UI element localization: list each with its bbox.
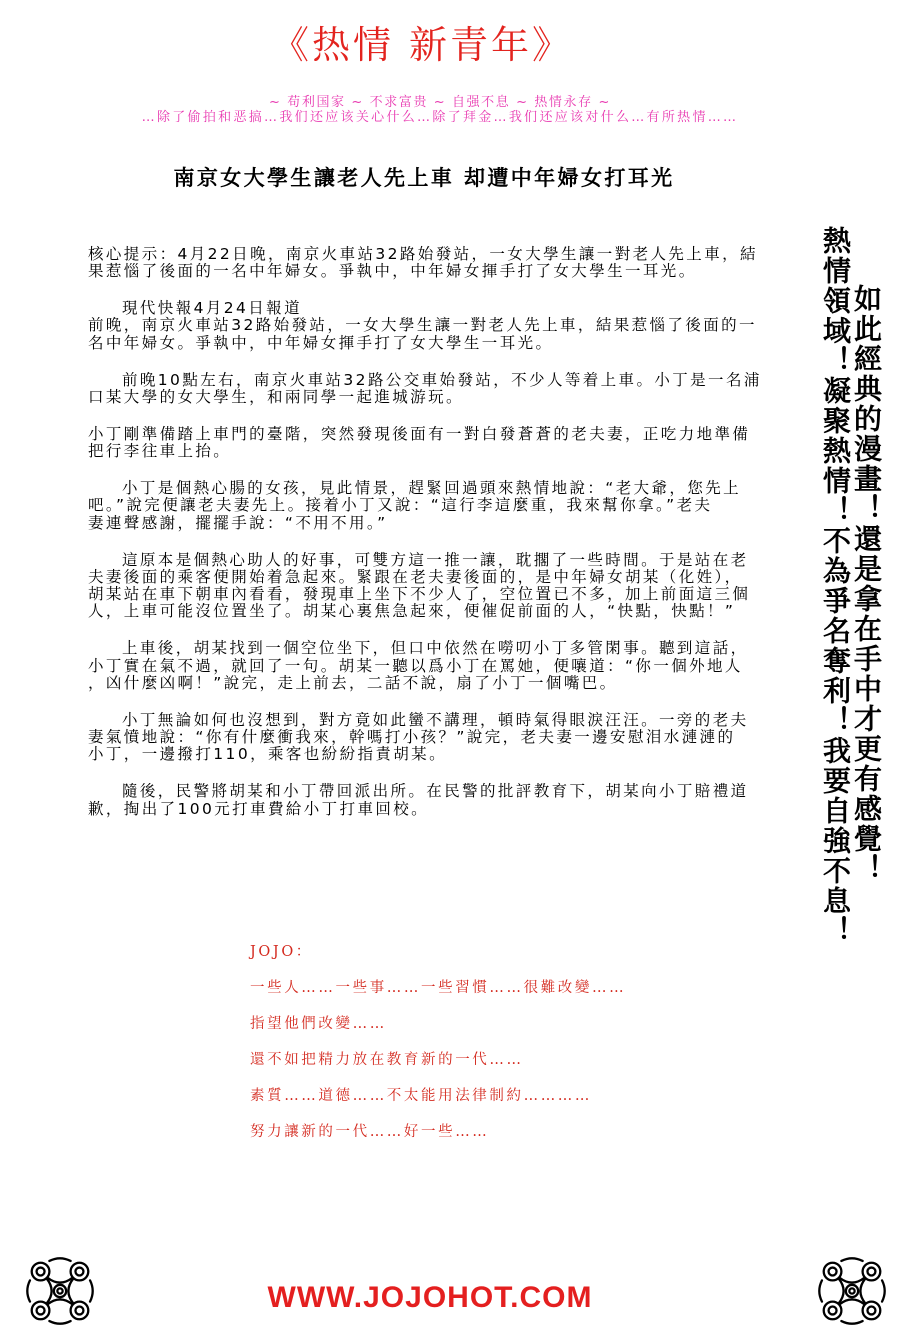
- tagline-line: …除了偷拍和恶搞…我们还应该关心什么…除了拜金…我们还应该对什么…有所热情……: [141, 110, 739, 125]
- article-line: 現代快報4月24日報道: [122, 299, 302, 318]
- article-line: 小丁實在氣不過，就回了一句。胡某一聽以爲小丁在罵她，便嚷道：“你一個外地人: [88, 656, 743, 675]
- article-paragraph: [88, 246, 778, 281]
- comment-line: 素質……道德……不太能用法律制約…………: [250, 1088, 592, 1104]
- article-line: 歉，掏出了100元打車費給小丁打車回校。: [88, 799, 430, 818]
- vertical-slogan-right-column: 如此經典的漫畫！還是拿在手中才更有感覺！: [850, 284, 883, 884]
- article-paragraph: [88, 712, 778, 764]
- article-line: 把行李往車上抬。: [88, 442, 232, 461]
- article-line: 人，上車可能沒位置坐了。胡某心裏焦急起來，便催促前面的人，“快點，快點！”: [88, 602, 736, 621]
- article-paragraph: [88, 480, 778, 532]
- comment-line: 指望他們改變……: [250, 1016, 387, 1032]
- article-line: 胡某站在車下朝車內看看，發現車上坐下不少人了，空位置已不多，加上前面這三個: [88, 585, 751, 604]
- comment-author: JOJO：: [250, 944, 313, 960]
- slogan-line: ~ 苟利国家 ~ 不求富贵 ~ 自强不息 ~ 热情永存 ~: [269, 95, 611, 110]
- comment-line: 還不如把精力放在教育新的一代……: [250, 1052, 524, 1068]
- article-line: 前晚10點左右，南京火車站32路公交車始發站，不少人等着上車。小丁是一名浦: [122, 370, 762, 389]
- article-line: 核心提示：4月22日晚，南京火車站32路始發站，一女大學生讓一對老人先上車，結: [88, 245, 758, 263]
- article-paragraph: [88, 426, 778, 461]
- article-line: 口某大學的女大學生，和兩同學一起進城游玩。: [88, 387, 464, 406]
- article-line: 夫妻後面的乘客便開始着急起來。緊跟在老夫妻後面的，是中年婦女胡某（化姓），: [88, 567, 743, 586]
- article-paragraph: [88, 783, 778, 818]
- article-line: 名中年婦女。爭執中，中年婦女揮手打了女大學生一耳光。: [88, 333, 554, 352]
- article-line: ，凶什麼凶啊！”說完，走上前去，二話不說，扇了小丁一個嘴巴。: [88, 673, 618, 692]
- comment-line: 一些人……一些事……一些習慣……很難改變……: [250, 980, 627, 996]
- ornament-rings: [32, 1263, 89, 1320]
- comment-line: 努力讓新的一代……好一些……: [250, 1124, 490, 1140]
- article-paragraph: [88, 300, 778, 352]
- article-line: 小丁，一邊撥打110，乘客也紛紛指責胡某。: [88, 745, 447, 764]
- article-line: 果惹惱了後面的一名中年婦女。爭執中，中年婦女揮手打了女大學生一耳光。: [88, 262, 697, 281]
- article-line: 小丁剛準備踏上車門的臺階，突然發現後面有一對白發蒼蒼的老夫妻，正吃力地準備: [88, 424, 751, 443]
- article-paragraph: [88, 640, 778, 692]
- article-line: 隨後，民警將胡某和小丁帶回派出所。在民警的批評教育下，胡某向小丁賠禮道: [122, 782, 749, 801]
- magazine-title: 《热情 新青年》: [270, 23, 574, 67]
- article-headline: 南京女大學生讓老人先上車 却遭中年婦女打耳光: [173, 166, 675, 190]
- article-line: 妻氣憤地說：“你有什麼衝我來，幹嗎打小孩？”說完，老夫妻一邊安慰泪水漣漣的: [88, 728, 736, 747]
- ring-knot-ornament-icon: [22, 1252, 98, 1330]
- vertical-slogan-left-column: 熱情領域！凝聚熱情！不為爭名奪利！我要自強不息！: [819, 226, 852, 946]
- article-body: [88, 246, 778, 837]
- article-line: 吧。”說完便讓老夫妻先上。接着小丁又說：“這行李這麼重，我來幫你拿。”老夫: [88, 496, 713, 515]
- article-line: 小丁是個熱心腸的女孩，見此情景，趕緊回過頭來熱情地說：“老大爺，您先上: [122, 479, 742, 498]
- article-paragraph: [88, 552, 778, 621]
- ring-knot-ornament-icon: [814, 1252, 890, 1330]
- article-line: 小丁無論如何也沒想到，對方竟如此蠻不講理，頓時氣得眼淚汪汪。一旁的老夫: [122, 710, 749, 729]
- website-url: WWW.JOJOHOT.COM: [267, 1281, 593, 1314]
- article-paragraph: [88, 372, 778, 407]
- article-line: 妻連聲感謝，擺擺手說：“不用不用。”: [88, 513, 388, 532]
- ornament-rings: [824, 1263, 881, 1320]
- article-line: 這原本是個熱心助人的好事，可雙方這一推一讓，耽擱了一些時間。于是站在老: [122, 550, 749, 569]
- translator-comment: [250, 934, 770, 1150]
- article-line: 前晚，南京火車站32路始發站，一女大學生讓一對老人先上車，結果惹惱了後面的一: [88, 316, 757, 335]
- article-line: 上車後，胡某找到一個空位坐下，但口中依然在嘮叨小丁多管閑事。聽到這話，: [122, 639, 749, 658]
